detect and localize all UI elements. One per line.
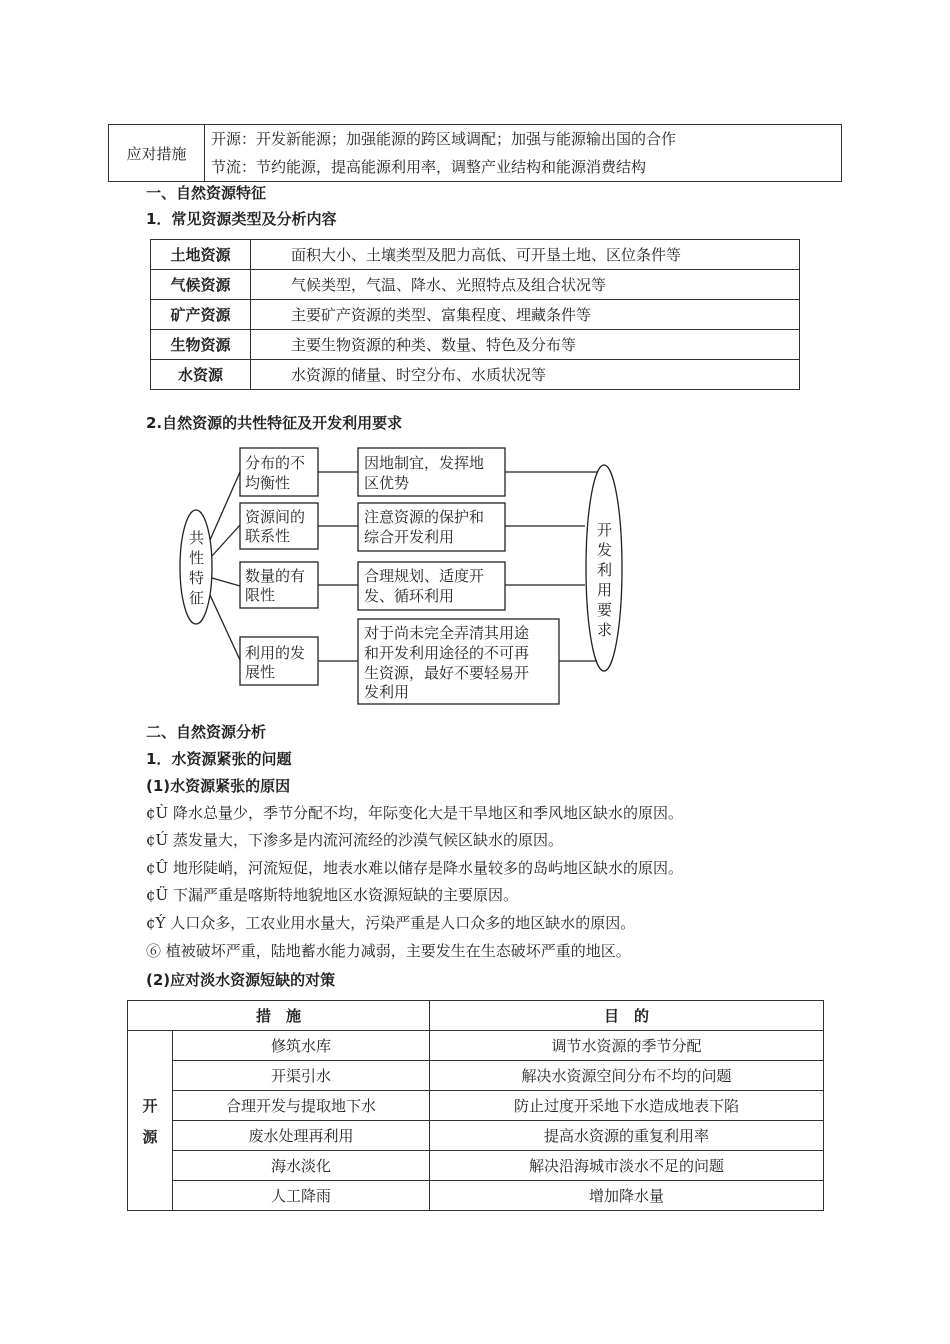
cause-item: ¢Û 地形陡峭，河流短促，地表水难以储存是降水量较多的岛屿地区缺水的原因。 — [146, 859, 683, 877]
oval-char: 发 — [597, 541, 613, 559]
cause-item: ¢Ù 降水总量少，季节分配不均，年际变化大是干旱地区和季风地区缺水的原因。 — [146, 804, 683, 822]
oval-char: 特 — [189, 569, 205, 587]
oval-char: 性 — [189, 549, 205, 567]
resource-type: 水资源 — [151, 360, 251, 390]
feature-text: 展性 — [245, 663, 276, 681]
table-header-row — [128, 1001, 824, 1031]
connector-line — [212, 525, 240, 556]
resource-type: 气候资源 — [151, 270, 251, 300]
resource-content: 主要生物资源的种类、数量、特色及分布等 — [251, 330, 800, 360]
feature-text: 数量的有 — [245, 567, 306, 585]
common-features-label — [189, 529, 204, 607]
oval-char: 用 — [597, 581, 613, 599]
measure-cell: 修筑水库 — [173, 1031, 430, 1061]
feature-text: 均衡性 — [245, 474, 291, 492]
table-row — [128, 1181, 824, 1211]
cause-item: ⑥ 植被破坏严重，陆地蓄水能力减弱，主要发生在生态破坏严重的地区。 — [146, 942, 631, 960]
feature-text: 利用的发 — [245, 644, 306, 662]
table-row — [128, 1061, 824, 1091]
section2-sub1: 1．水资源紧张的问题 — [146, 750, 292, 768]
connector-line — [210, 595, 240, 660]
requirement-text: 区优势 — [364, 474, 410, 492]
resource-type: 土地资源 — [151, 240, 251, 270]
section2-title: 二、自然资源分析 — [146, 723, 267, 741]
save-flow-line: 节流：节约能源，提高能源利用率，调整产业结构和能源消费结构 — [211, 158, 647, 176]
feature-text: 分布的不 — [245, 454, 306, 472]
table-row — [128, 1031, 824, 1061]
group-char: 源 — [142, 1127, 158, 1146]
group-char: 开 — [142, 1096, 158, 1115]
requirement-text: 发、循环利用 — [364, 587, 455, 605]
connector-line — [212, 578, 240, 586]
section1-sub2: 2.自然资源的共性特征及开发利用要求 — [146, 414, 403, 432]
resource-content: 气候类型，气温、降水、光照特点及组合状况等 — [251, 270, 800, 300]
purpose-cell: 解决沿海城市淡水不足的问题 — [430, 1151, 824, 1181]
measure-cell: 开渠引水 — [173, 1061, 430, 1091]
header-purpose: 目 的 — [430, 1001, 824, 1031]
section1-title: 一、自然资源特征 — [146, 184, 267, 202]
feature-text: 资源间的 — [245, 508, 306, 526]
section2-sub1b: (2)应对淡水资源短缺的对策 — [146, 971, 336, 989]
purpose-cell: 调节水资源的季节分配 — [430, 1031, 824, 1061]
resource-type: 生物资源 — [151, 330, 251, 360]
section2-sub1a: (1)水资源紧张的原因 — [146, 777, 291, 795]
requirement-text: 因地制宜，发挥地 — [364, 454, 485, 472]
cause-item: ¢Ú 蒸发量大，下渗多是内流河流经的沙漠气候区缺水的原因。 — [146, 831, 563, 849]
oval-char: 共 — [189, 529, 205, 547]
oval-char: 求 — [597, 621, 613, 639]
requirement-text: 生资源，最好不要轻易开 — [364, 664, 530, 682]
measure-cell: 人工降雨 — [173, 1181, 430, 1211]
requirement-text: 注意资源的保护和 — [364, 508, 485, 526]
requirement-text: 发利用 — [364, 683, 410, 701]
group-label — [128, 1031, 173, 1211]
requirement-text: 合理规划、适度开 — [364, 567, 485, 585]
development-requirements-label — [597, 521, 612, 639]
header-measure: 措 施 — [128, 1001, 430, 1031]
table-row — [128, 1091, 824, 1121]
measures-label: 应对措施 — [109, 125, 205, 182]
feature-text: 联系性 — [245, 527, 291, 545]
open-source-line: 开源：开发新能源；加强能源的跨区域调配；加强与能源输出国的合作 — [211, 130, 677, 148]
purpose-cell: 提高水资源的重复利用率 — [430, 1121, 824, 1151]
oval-char: 开 — [597, 521, 613, 539]
resource-content: 面积大小、土壤类型及肥力高低、可开垦土地、区位条件等 — [251, 240, 800, 270]
requirement-text: 对于尚未完全弄清其用途 — [364, 624, 530, 642]
section1-sub1: 1．常见资源类型及分析内容 — [146, 210, 337, 228]
purpose-cell: 增加降水量 — [430, 1181, 824, 1211]
purpose-cell: 解决水资源空间分布不均的问题 — [430, 1061, 824, 1091]
water-measures-table — [127, 1000, 824, 1211]
table-row — [128, 1121, 824, 1151]
measure-cell: 海水淡化 — [173, 1151, 430, 1181]
resource-type: 矿产资源 — [151, 300, 251, 330]
purpose-cell: 防止过度开采地下水造成地表下陷 — [430, 1091, 824, 1121]
resource-content: 主要矿产资源的类型、富集程度、埋藏条件等 — [251, 300, 800, 330]
measure-cell: 合理开发与提取地下水 — [173, 1091, 430, 1121]
cause-item: ¢Ý 人口众多，工农业用水量大，污染严重是人口众多的地区缺水的原因。 — [146, 914, 636, 932]
oval-char: 要 — [597, 601, 613, 619]
requirement-text: 和开发利用途径的不可再 — [364, 644, 530, 662]
oval-char: 利 — [597, 561, 613, 579]
oval-char: 征 — [189, 589, 205, 607]
feature-text: 限性 — [245, 586, 276, 604]
cause-item: ¢Ü 下漏严重是喀斯特地貌地区水资源短缺的主要原因。 — [146, 886, 518, 904]
measure-cell: 废水处理再利用 — [173, 1121, 430, 1151]
resource-content: 水资源的储量、时空分布、水质状况等 — [251, 360, 800, 390]
table-row — [128, 1151, 824, 1181]
requirement-text: 综合开发利用 — [364, 528, 455, 546]
